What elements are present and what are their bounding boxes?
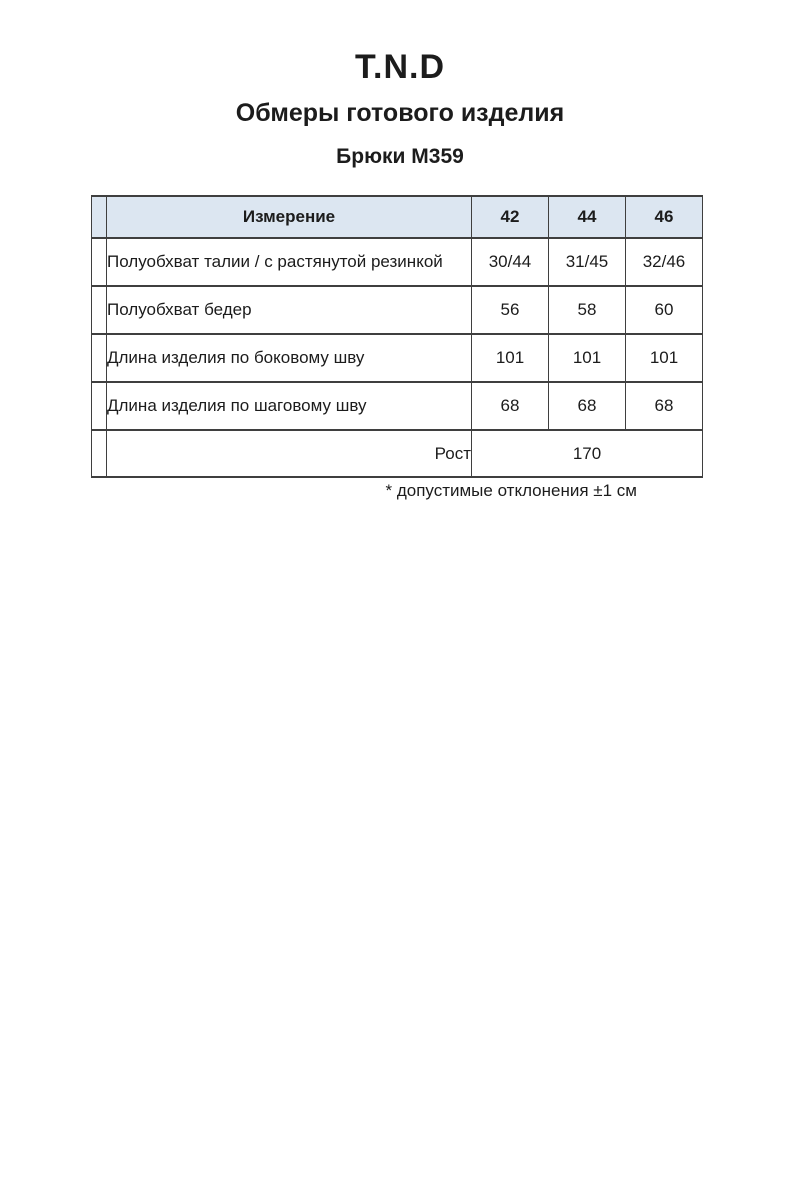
row-value: 32/46 bbox=[626, 238, 703, 286]
row-value: 58 bbox=[549, 286, 626, 334]
row-value: 101 bbox=[472, 334, 549, 382]
measurements-table bbox=[91, 195, 703, 478]
table-row bbox=[92, 238, 703, 286]
row-label: Полуобхват талии / с растянутой резинкой bbox=[107, 238, 472, 286]
header-size-44: 44 bbox=[549, 196, 626, 238]
table-footer-row bbox=[92, 430, 703, 477]
row-value: 31/45 bbox=[549, 238, 626, 286]
tolerance-footnote: * допустимые отклонения ±1 см bbox=[385, 481, 637, 500]
height-value: 170 bbox=[472, 430, 703, 477]
row-value: 56 bbox=[472, 286, 549, 334]
row-value: 101 bbox=[626, 334, 703, 382]
height-label: Рост bbox=[107, 430, 472, 477]
row-gutter-cell bbox=[92, 238, 107, 286]
table-row bbox=[92, 382, 703, 430]
row-value: 60 bbox=[626, 286, 703, 334]
table-row bbox=[92, 334, 703, 382]
header-measure-label: Измерение bbox=[107, 196, 472, 238]
row-gutter-cell bbox=[92, 334, 107, 382]
footer-gutter-cell bbox=[92, 430, 107, 477]
row-label: Длина изделия по боковому шву bbox=[107, 334, 472, 382]
header-size-42: 42 bbox=[472, 196, 549, 238]
row-label: Длина изделия по шаговому шву bbox=[107, 382, 472, 430]
row-value: 30/44 bbox=[472, 238, 549, 286]
header-gutter-cell bbox=[92, 196, 107, 238]
row-value: 68 bbox=[626, 382, 703, 430]
row-gutter-cell bbox=[92, 382, 107, 430]
brand-title: T.N.D bbox=[355, 48, 445, 86]
table-header-row bbox=[92, 196, 703, 238]
row-value: 68 bbox=[472, 382, 549, 430]
document-title: Обмеры готового изделия bbox=[235, 99, 565, 127]
row-label: Полуобхват бедер bbox=[107, 286, 472, 334]
product-subtitle: Брюки М359 bbox=[336, 145, 464, 168]
table-row bbox=[92, 286, 703, 334]
row-gutter-cell bbox=[92, 286, 107, 334]
row-value: 68 bbox=[549, 382, 626, 430]
header-size-46: 46 bbox=[626, 196, 703, 238]
row-value: 101 bbox=[549, 334, 626, 382]
